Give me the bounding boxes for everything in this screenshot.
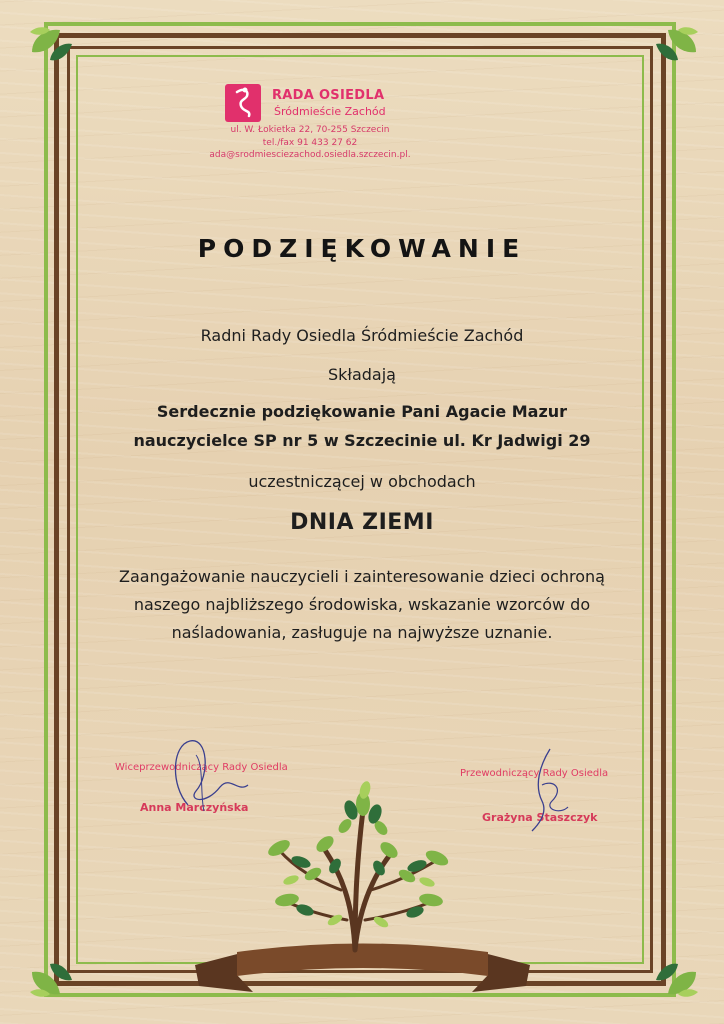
right-signatory-name: Grażyna Staszczyk bbox=[482, 811, 598, 824]
org-subtitle: Śródmieście Zachód bbox=[274, 105, 386, 118]
body-line-submit: Składają bbox=[328, 365, 396, 384]
body-line-school: nauczycielce SP nr 5 w Szczecinie ul. Kr Jadwigi 29 bbox=[133, 431, 591, 450]
document-title: PODZIĘKOWANIE bbox=[197, 234, 527, 263]
event-name: DNIA ZIEMI bbox=[290, 510, 434, 535]
leaf-corner-bottom-right-icon bbox=[654, 958, 702, 1002]
body-line-recipient: Serdecznie podziękowanie Pani Agacie Mazur bbox=[156, 402, 568, 421]
body-paragraph: Zaangażowanie nauczycieli i zainteresowanie dzieci ochroną naszego najbliższego środowiska, wskazanie wzorców do naśladowania, zasługuje na najwyższe uznanie. bbox=[119, 567, 605, 642]
leaf-corner-top-right-icon bbox=[654, 22, 702, 66]
body-line-participation: uczestniczącej w obchodach bbox=[248, 472, 476, 491]
leaf-corner-top-left-icon bbox=[26, 22, 74, 66]
org-phone: tel./fax 91 433 27 62 bbox=[262, 138, 358, 148]
body-line-council: Radni Rady Osiedla Śródmieście Zachód bbox=[200, 326, 524, 345]
right-signatory-role: Przewodniczący Rady Osiedla bbox=[460, 768, 609, 779]
left-signatory-name: Anna Marczyńska bbox=[140, 801, 249, 814]
rada-osiedla-logo-icon bbox=[225, 84, 261, 122]
tree-with-ribbon-icon bbox=[175, 770, 550, 1000]
org-email: ada@srodmiesciezachod.osiedla.szczecin.pl. bbox=[209, 150, 411, 160]
org-address: ul. W. Łokietka 22, 70-255 Szczecin bbox=[230, 125, 390, 135]
leaf-corner-bottom-left-icon bbox=[26, 958, 74, 1002]
left-signatory-role: Wiceprzewodniczący Rady Osiedla bbox=[115, 762, 288, 773]
org-name: RADA OSIEDLA bbox=[272, 88, 385, 103]
